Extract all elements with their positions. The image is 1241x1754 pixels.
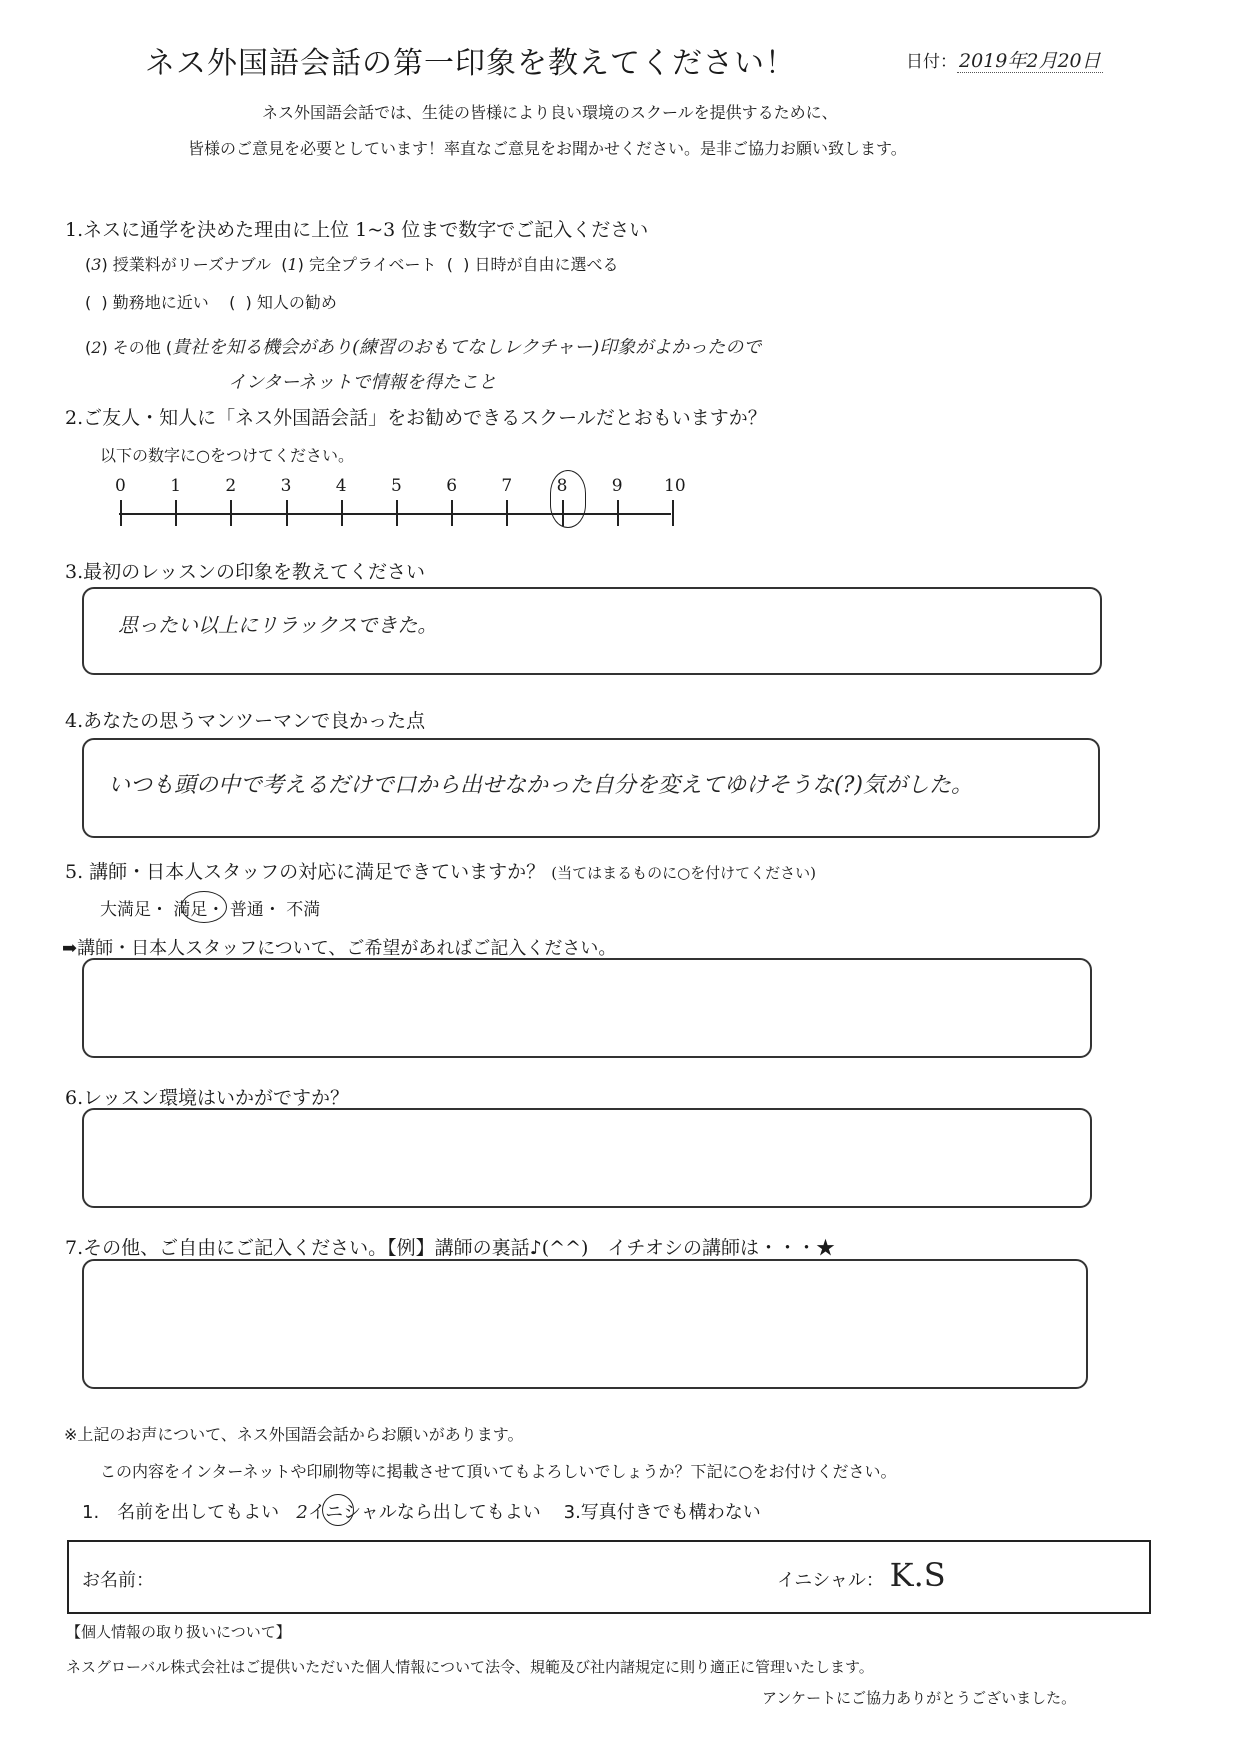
q5-choice[interactable]: 普通 <box>229 900 264 920</box>
q5-sub-heading: ➡講師・日本人スタッフについて、ご希望があればご記入ください。 <box>62 938 617 959</box>
q1-option-label: 知人の勧め <box>256 293 337 312</box>
consent-option-3[interactable]: 3.写真付きでも構わない <box>563 1502 761 1523</box>
survey-title: ネス外国語会話の第一印象を教えてください！ <box>145 46 796 81</box>
initial-label: イニシャル： <box>777 1570 884 1591</box>
scale-number[interactable]: 8 <box>556 476 568 496</box>
name-label: お名前： <box>82 1570 154 1591</box>
q5-choice[interactable]: 大満足 <box>100 900 151 920</box>
q5-choices: 大満足・ 満足・ 普通・ 不満 <box>100 900 321 920</box>
q1-option-rank[interactable]: (3) <box>85 255 108 274</box>
scale-number[interactable]: 3 <box>280 476 292 496</box>
privacy-heading: 【個人情報の取り扱いについて】 <box>66 1623 291 1641</box>
q1-option-label: 授業料がリーズナブル <box>112 255 272 274</box>
scale-tick <box>672 500 674 526</box>
q1-option-label: 勤務地に近い <box>112 293 209 312</box>
q7-heading: 7.その他、ご自由にご記入ください。【例】講師の裏話♪(^^) イチオシの講師は・・・★ <box>65 1237 836 1259</box>
q5-question: 5. 講師・日本人スタッフの対応に満足できていますか？ <box>65 861 546 883</box>
q4-heading: 4.あなたの思うマンツーマンで良かった点 <box>65 710 426 732</box>
consent-options <box>82 1498 761 1524</box>
q5-selected-circle <box>181 891 227 923</box>
scale-number[interactable]: 10 <box>664 476 686 496</box>
q2-heading: 2.ご友人・知人に「ネス外国語会話」をお勧めできるスクールだとおもいますか？ <box>65 407 767 429</box>
date-field <box>906 46 1103 73</box>
q1-other-text-2[interactable]: インターネットで情報を得たこと <box>228 372 497 393</box>
q7-answer-box[interactable] <box>82 1259 1088 1389</box>
selected-score-circle <box>550 470 586 528</box>
q1-other-rank[interactable]: (2) <box>85 338 108 357</box>
scale-line <box>119 513 671 515</box>
q4-answer-box[interactable] <box>82 738 1100 838</box>
q3-answer-text: 思ったい以上にリラックスできた。 <box>118 613 438 637</box>
q1-option-row-2 <box>85 290 337 313</box>
intro-line-1: ネス外国語会話では、生徒の皆様により良い環境のスクールを提供するために、 <box>262 103 838 122</box>
scale-number[interactable]: 0 <box>115 476 126 496</box>
scale-number[interactable]: 6 <box>446 476 458 496</box>
consent-selected-circle <box>322 1494 354 1526</box>
q1-other-text-1[interactable]: 貴社を知る機会があり(練習のおもてなしレクチャー)印象がよかったので <box>172 337 762 358</box>
consent-option-1[interactable]: 1. 名前を出してもよい <box>82 1502 280 1523</box>
q5-note: (当てはまるものに○を付けてください) <box>551 864 817 882</box>
intro-line-2: 皆様のご意見を必要としています！率直なご意見をお聞かせください。是非ご協力お願い致します。 <box>188 139 907 158</box>
q1-option-rank[interactable]: ( ) <box>85 293 108 312</box>
q1-other-label: その他 <box>112 338 161 357</box>
name-box <box>67 1540 1151 1614</box>
initial-field[interactable] <box>777 1556 946 1594</box>
thanks-message: アンケートにご協力ありがとうございました。 <box>762 1689 1077 1707</box>
scale-number[interactable]: 9 <box>611 476 623 496</box>
q3-answer-box[interactable] <box>82 587 1102 675</box>
q1-heading: 1.ネスに通学を決めた理由に上位 1~3 位まで数字でご記入ください <box>65 219 649 241</box>
q1-option-row-1 <box>85 252 618 275</box>
q1-option-label: 完全プライベート <box>308 255 437 274</box>
q5-answer-box[interactable] <box>82 958 1092 1058</box>
q6-heading: 6.レッスン環境はいかがですか？ <box>65 1087 349 1109</box>
consent-option-2[interactable]: 2イニシャルなら出してもよい <box>296 1502 541 1523</box>
scale-number[interactable]: 1 <box>170 476 182 496</box>
scale-number[interactable]: 2 <box>225 476 237 496</box>
q5-heading <box>65 857 816 884</box>
q3-heading: 3.最初のレッスンの印象を教えてください <box>65 561 425 583</box>
q1-option-rank[interactable]: (1) <box>281 255 304 274</box>
q5-choice-selected[interactable]: 満足 <box>173 900 208 920</box>
q1-option-label: 日時が自由に選べる <box>474 255 619 274</box>
consent-request: この内容をインターネットや印刷物等に掲載させて頂いてもよろしいでしょうか？下記に○をお付けください。 <box>100 1462 897 1481</box>
q6-answer-box[interactable] <box>82 1108 1092 1208</box>
q4-answer-text: いつも頭の中で考えるだけで口から出せなかった自分を変えてゆけそうな(?)気がした。 <box>108 773 973 798</box>
scale-number[interactable]: 4 <box>335 476 347 496</box>
privacy-text: ネスグローバル株式会社はご提供いただいた個人情報について法令、規範及び社内諸規定に則り適正に管理いたします。 <box>66 1658 874 1676</box>
q1-other-row: (2) その他 (貴社を知る機会があり(練習のおもてなしレクチャー)印象がよかったので <box>85 337 762 358</box>
q1-option-rank[interactable]: ( ) <box>229 293 252 312</box>
consent-note: ※上記のお声について、ネス外国語会話からお願いがあります。 <box>64 1425 524 1444</box>
name-field[interactable] <box>82 1566 154 1592</box>
scale-number[interactable]: 7 <box>501 476 513 496</box>
date-value[interactable]: 2019年2月20日 <box>959 50 1101 72</box>
q1-option-rank[interactable]: ( ) <box>446 255 470 274</box>
date-label: 日付： <box>906 52 957 72</box>
q2-instruction: 以下の数字に○をつけてください。 <box>100 446 354 465</box>
q5-choice[interactable]: 不満 <box>286 900 321 920</box>
scale-number[interactable]: 5 <box>391 476 402 496</box>
initial-value: K.S <box>889 1556 946 1594</box>
